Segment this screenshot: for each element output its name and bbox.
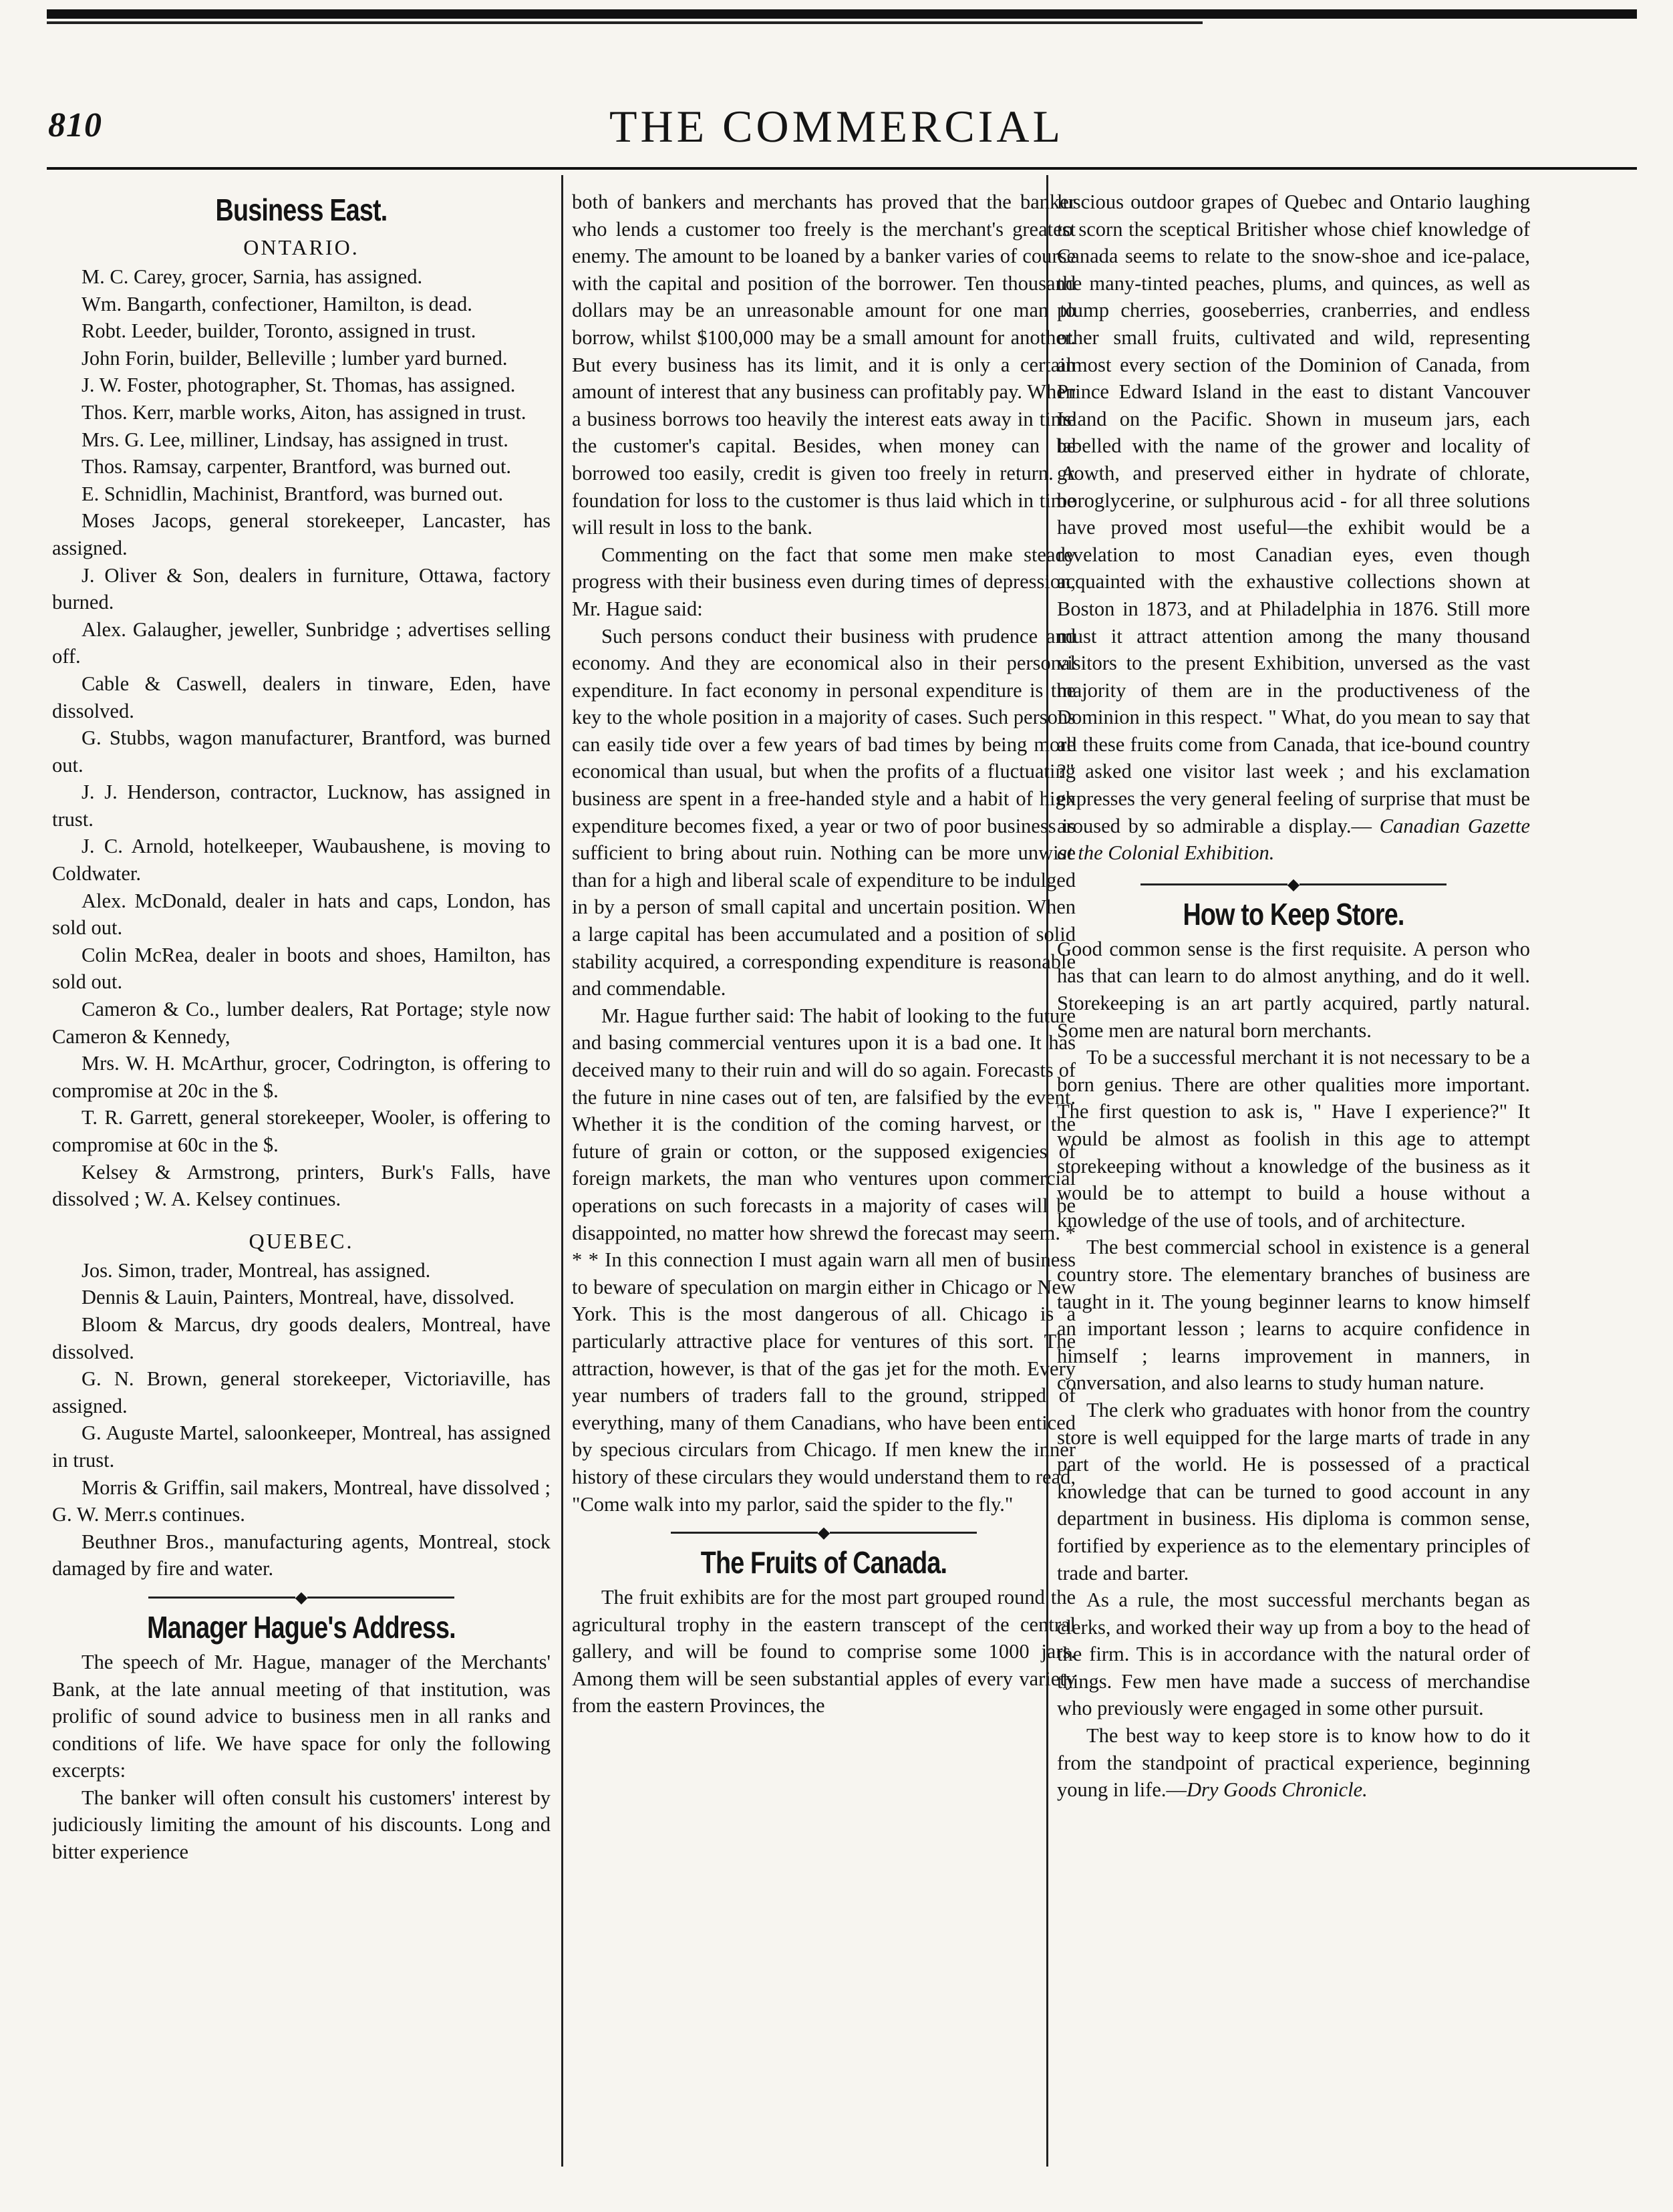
ontario-entry: Mrs. W. H. McArthur, grocer, Codrington, is offering to compromise at 20c in the $. (52, 1052, 551, 1102)
section-title-fruits: The Fruits of Canada. (700, 1545, 947, 1580)
section-divider: ◆ (572, 1524, 1076, 1540)
section-title-store: How to Keep Store. (1183, 896, 1404, 932)
quebec-entry: Dennis & Lauin, Painters, Montreal, have, dissolved. (82, 1286, 515, 1309)
hague-paragraph-2: The banker will often consult his customers' interest by judiciously limiting the amount of his discounts. Long and bitter experience (52, 1786, 551, 1864)
ontario-entry: Alex. McDonald, dealer in hats and caps, London, has sold out. (52, 889, 551, 940)
ontario-entry: T. R. Garrett, general storekeeper, Wooler, is offering to compromise at 60c in the $. (52, 1106, 551, 1156)
store-paragraph-1: Good common sense is the first requisite. A person who has that can learn to do almost anything, and do it well. Storekeeping is an art partly acquired, partly natural. Some men are natural born merchants. (1057, 937, 1530, 1042)
quebec-entry: Morris & Griffin, sail makers, Montreal, have dissolved ; G. W. Merr.s continues. (52, 1476, 551, 1526)
store-paragraph-6-text: The best way to keep store is to know how to do it from the standpoint of practical experience, beginning young in life.— (1057, 1724, 1530, 1802)
column-divider-1 (561, 175, 563, 2167)
ontario-entry: Wm. Bangarth, confectioner, Hamilton, is dead. (82, 292, 472, 315)
hague-paragraph-forecasts: Mr. Hague further said: The habit of looking to the future and basing commercial ventures upon it is a bad one. It has deceived many to their ruin and will do so again. Forecasts of the future in nine cases out of ten, are falsified by the event. Whether it is the condition of the coming harvest, or the future of grain or cotton, or the supposed exigencies of foreign markets, the man who ventures upon commercial operations on such forecasts in a majority of cases will be disappointed, no matter how shrewd the forecast may seem. * * * In this connection I must again warn all men of business to beware of speculation on margin either in Chicago or New York. This is the most dangerous of all. Chicago is a particularly attractive place for ventures of this sort. The attraction, however, is that of the gas jet for the moth. Every year numbers of traders fall to the ground, stripped of everything, many of them Canadians, who have been enticed by specious circulars from Chicago. If men knew the inner history of these circulars they would understand them to read, "Come walk into my parlor, said the spider to the fly." (572, 1004, 1076, 1516)
quebec-entry: Bloom & Marcus, dry goods dealers, Montreal, have dissolved. (52, 1312, 551, 1363)
section-title-business-east: Business East. (215, 192, 388, 227)
ontario-entry: Thos. Ramsay, carpenter, Brantford, was burned out. (82, 455, 512, 478)
ontario-entry: Cameron & Co., lumber dealers, Rat Portage; style now Cameron & Kennedy, (52, 998, 551, 1048)
ontario-entry: John Forin, builder, Belleville ; lumber yard burned. (82, 346, 508, 370)
fruits-source: Canadian Gazette at the Colonial Exhibition. (1057, 814, 1530, 865)
ontario-entry: G. Stubbs, wagon manufacturer, Brantford, was burned out. (52, 726, 551, 777)
quebec-entry: G. Auguste Martel, saloonkeeper, Montreal, has assigned in trust. (52, 1421, 551, 1472)
hague-paragraph-economy: Such persons conduct their business with prudence and economy. And they are economical also in their personal expenditure. In fact economy in personal expenditure is the key to the whole position in a majority of cases. Such persons can easily tide over a few years of bad times by being more economical than usual, but when the profits of a fluctuating business are spent in a free-handed style and a habit of high expenditure becomes fixed, a year or two of poor business is sufficient to bring about ruin. Nothing can be more unwise than for a high and liberal scale of expenditure to be indulged in by a person of small capital and uncertain position. When a large capital has been accumulated and a position of solid stability acquired, a corresponding expenditure is reasonable and commendable. (572, 624, 1076, 1000)
fruits-paragraph: The fruit exhibits are for the most part grouped round the agricultural trophy in the eastern transcept of the central gallery, and will be found to comprise some 1000 jars. Among them will be seen substantial apples of every variety from the eastern Provinces, the (572, 1586, 1076, 1717)
section-divider: ◆ (1057, 876, 1530, 891)
masthead-rule (47, 167, 1637, 170)
hague-paragraph-1: The speech of Mr. Hague, manager of the Merchants' Bank, at the late annual meeting of that institution, was prolific of sound advice to business men in all ranks and conditions of life. We have space for only the following excerpts: (52, 1650, 551, 1782)
store-paragraph-2: To be a successful merchant it is not necessary to be a born genius. There are other qualities more important. The first question to ask is, " Have I experience?" It would be almost as foolish in this age to attempt storekeeping without a knowledge of the business as it would be to attempt to build a house without a knowledge of the use of tools, and of architecture. (1057, 1046, 1530, 1232)
store-paragraph-6 (1057, 1722, 1530, 1804)
store-source: Dry Goods Chronicle. (1187, 1778, 1368, 1802)
quebec-entry: Jos. Simon, trader, Montreal, has assigned. (82, 1258, 431, 1282)
ontario-entry: Kelsey & Armstrong, printers, Burk's Falls, have dissolved ; W. A. Kelsey continues. (52, 1160, 551, 1211)
section-divider: ◆ (52, 1589, 551, 1605)
ontario-entry: Thos. Kerr, marble works, Aiton, has assigned in trust. (82, 400, 526, 424)
ontario-entry: Alex. Galaugher, jeweller, Sunbridge ; advertises selling off. (52, 617, 551, 668)
quebec-entries (52, 1257, 551, 1582)
ontario-entry: Moses Jacops, general storekeeper, Lancaster, has assigned. (52, 509, 551, 559)
quebec-entry: Beuthner Bros., manufacturing agents, Montreal, stock damaged by fire and water. (52, 1530, 551, 1580)
hague-continued-paragraph: both of bankers and merchants has proved that the banker who lends a customer too freely is the merchant's greatest enemy. The amount to be loaned by a banker varies of course with the capital and position of the borrower. Ten thousand dollars may be an unreasonable amount for one man to borrow, whilst $100,000 may be a small amount for another. But every business has its limit, and it is only a certain amount of interest that any business can profitably pay. When a business borrows too heavily the interest eats away in time the customer's capital. Besides, when money can be borrowed too easily, credit is given too freely in return. A foundation for loss to the customer is thus laid which in time will result in loss to the bank. (572, 190, 1076, 539)
masthead-title: THE COMMERCIAL (609, 101, 1064, 152)
column-1 (52, 188, 551, 2180)
store-paragraph-5: As a rule, the most successful merchants began as clerks, and worked their way up from a boy to the head of the firm. This is in accordance with the natural order of things. Few men have made a success of merchandise who previously were engaged in some other pursuit. (1057, 1588, 1530, 1720)
ontario-entry: J. C. Arnold, hotelkeeper, Waubaushene, is moving to Coldwater. (52, 835, 551, 885)
column-3 (1057, 188, 1530, 2180)
ontario-entry: J. Oliver & Son, dealers in furniture, Ottawa, factory burned. (52, 563, 551, 614)
ontario-entry: Colin McRea, dealer in boots and shoes, Hamilton, has sold out. (52, 943, 551, 994)
ontario-entry: Cable & Caswell, dealers in tinware, Eden, have dissolved. (52, 672, 551, 722)
fruits-continued-paragraph (1057, 188, 1530, 867)
quebec-entry: G. N. Brown, general storekeeper, Victoriaville, has assigned. (52, 1367, 551, 1417)
fruits-continued-text: luscious outdoor grapes of Quebec and Ontario laughing to scorn the sceptical Britisher whose chief knowledge of Canada seems to relate to the snow-shoe and ice-palace, the many-tinted peaches, plums, and quinces, as well as plump cherries, gooseberries, cranberries, and endless other small fruits, cultivated and wild, representing almost every section of the Dominion of Canada, from Prince Edward Island in the east to distant Vancouver Island on the Pacific. Shown in museum jars, each labelled with the name of the grower and locality of growth, and preserved either in hydrate of chlorate, boroglycerine, or sulphurous acid - for all three solutions have proved most useful—the exhibit would be a revelation to most Canadian eyes, even though acquainted with the exhaustive collections shown at Boston in 1873, and at Philadelphia in 1876. Still more must it attract attention among the many thousand visitors to the present Exhibition, unversed as the vast majority of them are in the productiveness of the Dominion in this respect. " What, do you mean to say that all these fruits come from Canada, that ice-bound country ?" asked one visitor last week ; and his exclamation expresses the very general feeling of surprise that must be aroused by so admirable a display.— (1057, 190, 1530, 837)
store-paragraph-3: The best commercial school in existence is a general country store. The elementary branches of business are taught in it. The young beginner learns to know himself an important lesson ; learns to acquire confidence in himself ; learns improvement in manners, in conversation, and also learns to study human nature. (1057, 1236, 1530, 1395)
section-title-hague: Manager Hague's Address. (147, 1609, 456, 1645)
page-number: 810 (48, 106, 102, 144)
column-2 (572, 188, 1076, 2180)
ontario-entry: Robt. Leeder, builder, Toronto, assigned in trust. (82, 319, 476, 343)
ontario-entry: J. W. Foster, photographer, St. Thomas, has assigned. (82, 374, 516, 397)
top-border-rule (47, 21, 1203, 24)
subheading-quebec: QUEBEC. (249, 1228, 354, 1253)
ontario-entry: M. C. Carey, grocer, Sarnia, has assigned. (82, 265, 423, 288)
top-border-bar (47, 9, 1637, 19)
hague-paragraph-commenting: Commenting on the fact that some men make steady progress with their business even during times of depression, Mr. Hague said: (572, 543, 1076, 620)
ontario-entry: J. J. Henderson, contractor, Lucknow, has assigned in trust. (52, 781, 551, 831)
ontario-entry: Mrs. G. Lee, milliner, Lindsay, has assigned in trust. (82, 428, 508, 451)
subheading-ontario: ONTARIO. (243, 235, 359, 259)
ontario-entry: E. Schnidlin, Machinist, Brantford, was burned out. (82, 482, 504, 505)
ontario-entries (52, 263, 551, 1213)
store-paragraph-4: The clerk who graduates with honor from the country store is well equipped for the large marts of trade in any part of the world. He is possessed of a practical knowledge that can be turned to good account in any department in business. His diploma is common sense, fortified by experience as to the elementary principles of trade and barter. (1057, 1398, 1530, 1584)
